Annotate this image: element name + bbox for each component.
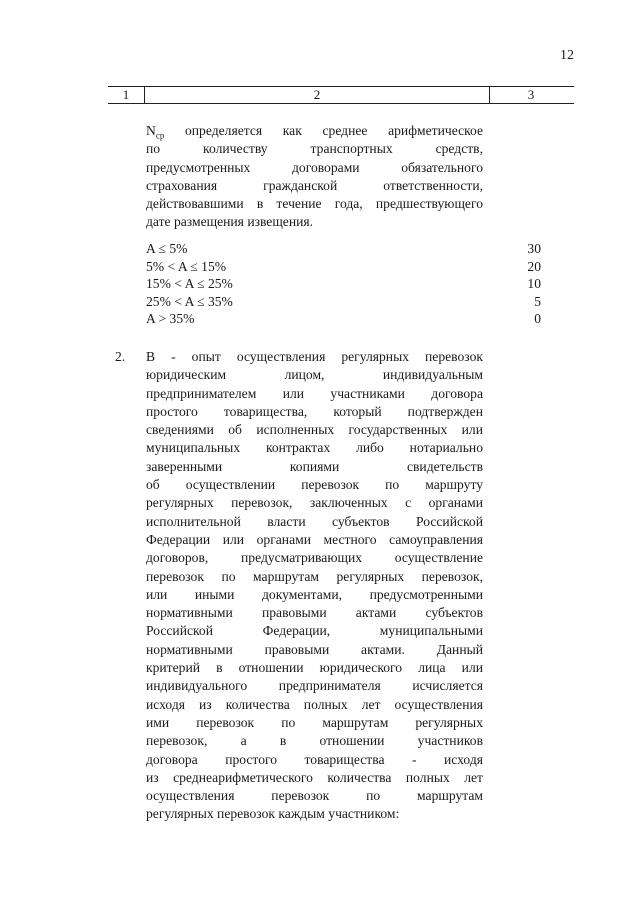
criteria-condition: 15% < A ≤ 25%: [146, 276, 233, 291]
criteria-condition: A > 35%: [146, 311, 195, 326]
header-col-1: 1: [122, 87, 130, 102]
text-line: предпринимателем или участниками договора: [146, 385, 483, 401]
text-line: нормативными правовыми актами. Данный: [146, 641, 483, 657]
text-line: договоров, предусматривающих осуществление: [146, 550, 483, 566]
text-line: договора простого товарищества - исходя: [146, 751, 483, 767]
ncp-definition-paragraph: [146, 122, 483, 232]
criteria-condition: A ≤ 5%: [146, 241, 188, 256]
text-line: или иными документами, предусмотренными: [146, 586, 483, 602]
text-line: перевозок, а в отношении участников: [146, 733, 483, 749]
text-line: $N_{ср}$ определяется как среднее арифметическое: [146, 123, 484, 141]
text-line: исходя из количества полных лет осуществления: [146, 696, 483, 712]
text-line: исполнительной власти субъектов Российской: [146, 513, 483, 529]
criteria-score: 20: [527, 258, 541, 274]
text-line: предусмотренных договорами обязательного: [146, 159, 483, 175]
item-number: 2.: [115, 349, 126, 364]
criteria-row: [146, 240, 541, 258]
text-line: простого товарищества, который подтвержден: [146, 403, 483, 419]
text-line: В - опыт осуществления регулярных перевозок: [146, 349, 483, 364]
item-2-paragraph: [146, 348, 483, 824]
text-line: индивидуального предпринимателя исчисляется: [146, 678, 483, 694]
criteria-condition: 5% < A ≤ 15%: [146, 258, 227, 274]
criteria-row: [146, 275, 541, 293]
header-col-2: 2: [144, 87, 490, 103]
text-line: осуществления перевозок по маршрутам: [146, 788, 483, 804]
text-line: регулярных перевозок каждым участником:: [146, 806, 400, 822]
criteria-score: 10: [527, 276, 541, 291]
text-line: дате размещения извещения.: [146, 214, 314, 230]
text-line: действовавшими в течение года, предшествующего: [146, 196, 483, 212]
criteria-condition: 25% < A ≤ 35%: [146, 293, 233, 309]
criteria-scale: [146, 240, 541, 328]
header-col-3: 3: [527, 87, 535, 102]
text-line: об осуществлении перевозок по маршруту: [146, 477, 483, 493]
page-number: 12: [560, 48, 574, 63]
text-line: страхования гражданской ответственности,: [146, 177, 483, 193]
text-line: юридическим лицом, индивидуальным: [146, 367, 483, 383]
text-line: муниципальных контрактах либо нотариально: [146, 440, 483, 456]
text-line: из среднеарифметического количества полных лет: [146, 769, 483, 785]
criteria-row: [146, 293, 541, 311]
text-line: нормативными правовыми актами субъектов: [146, 605, 483, 621]
text-line: по количеству транспортных средств,: [146, 141, 483, 157]
criteria-score: 30: [527, 241, 541, 256]
criteria-score: 5: [534, 293, 541, 309]
text-line: Федерации или органами местного самоуправления: [146, 531, 483, 547]
ncp-symbol: $N_{ср}$: [146, 123, 165, 141]
text-line: критерий в отношении юридического лица или: [146, 660, 483, 676]
table-header-row: [108, 86, 574, 104]
criteria-row: [146, 310, 541, 328]
text-line: Российской Федерации, муниципальными: [146, 623, 483, 639]
text-line: регулярных перевозок, заключенных с органами: [146, 495, 483, 511]
text-line: сведениями об исполненных государственных или: [146, 422, 483, 438]
text-line: перевозок по маршрутам регулярных перевозок,: [146, 568, 483, 584]
text-line: ими перевозок по маршрутам регулярных: [146, 714, 483, 730]
text-line: заверенными копиями свидетельств: [146, 458, 483, 474]
criteria-row: [146, 258, 541, 276]
criteria-score: 0: [534, 311, 541, 326]
